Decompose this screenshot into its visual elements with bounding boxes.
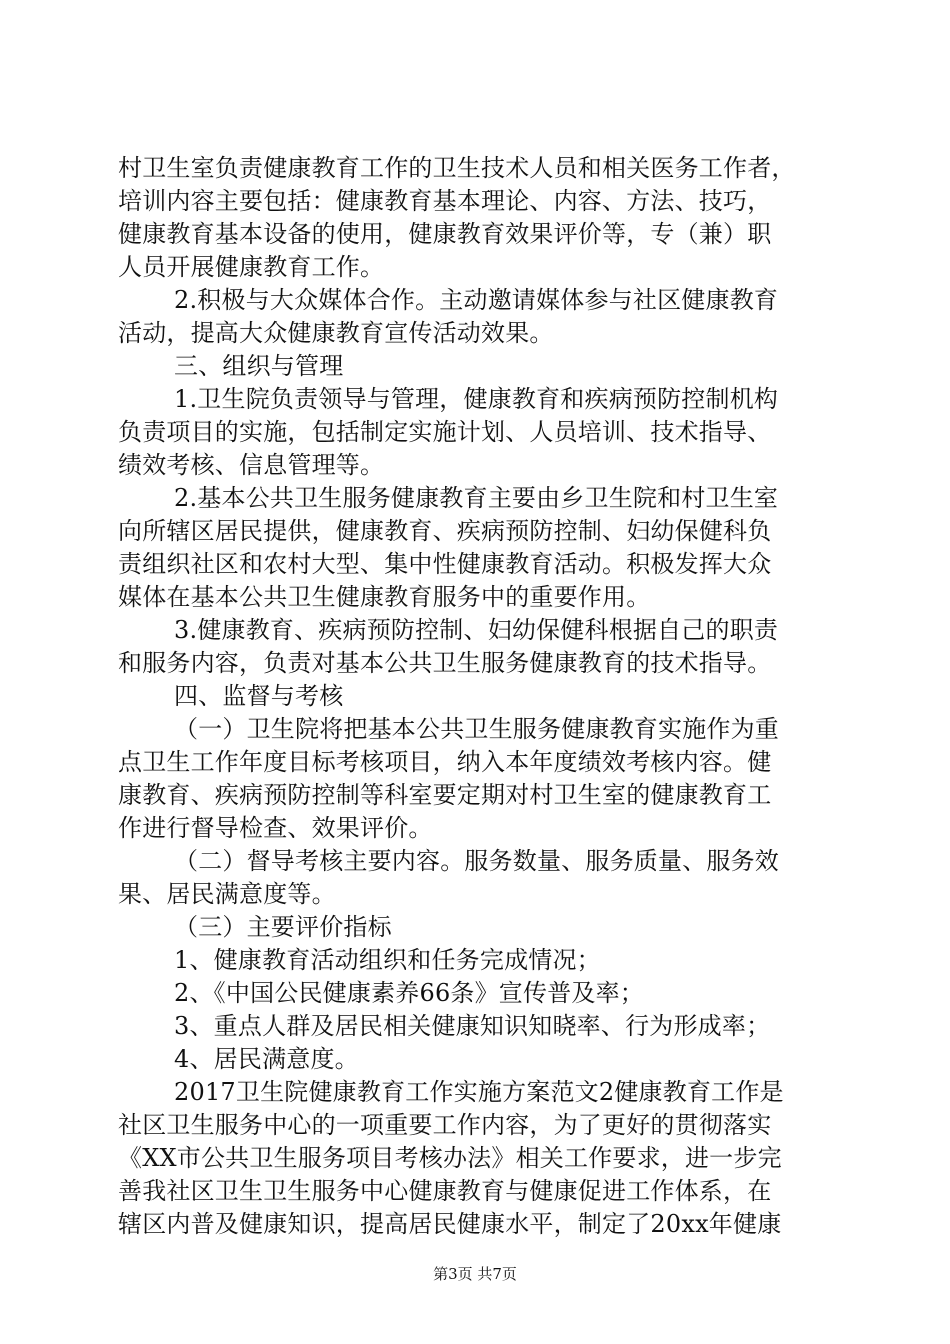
text-line: 2.基本公共卫生服务健康教育主要由乡卫生院和村卫生室 [174, 484, 779, 512]
text-line: 2017卫生院健康教育工作实施方案范文2健康教育工作是 [174, 1078, 784, 1106]
text-line: （二）督导考核主要内容。服务数量、服务质量、服务效 [174, 847, 779, 875]
text-line: （一）卫生院将把基本公共卫生服务健康教育实施作为重 [174, 715, 779, 743]
text-line: 向所辖区居民提供，健康教育、疾病预防控制、妇幼保健科负 [118, 517, 772, 545]
text-line: 1.卫生院负责领导与管理，健康教育和疾病预防控制机构 [174, 385, 779, 413]
text-line: 3、重点人群及居民相关健康知识知晓率、行为形成率； [174, 1012, 771, 1040]
text-line: 和服务内容，负责对基本公共卫生服务健康教育的技术指导。 [118, 649, 772, 677]
text-line: 康教育、疾病预防控制等科室要定期对村卫生室的健康教育工 [118, 781, 772, 809]
document-body [118, 152, 838, 1241]
text-line: 四、监督与考核 [174, 682, 344, 710]
text-line: 社区卫生服务中心的一项重要工作内容，为了更好的贯彻落实 [118, 1111, 772, 1139]
text-line: 三、组织与管理 [174, 352, 344, 380]
text-line: 绩效考核、信息管理等。 [118, 451, 385, 479]
text-line: 培训内容主要包括：健康教育基本理论、内容、方法、技巧， [118, 187, 772, 215]
text-line: 2、《中国公民健康素养66条》宣传普及率； [174, 979, 645, 1007]
text-line: 作进行督导检查、效果评价。 [118, 814, 433, 842]
text-line: 点卫生工作年度目标考核项目，纳入本年度绩效考核内容。健 [118, 748, 772, 776]
text-line: 1、健康教育活动组织和任务完成情况； [174, 946, 601, 974]
text-line: 活动，提高大众健康教育宣传活动效果。 [118, 319, 554, 347]
text-line: 善我社区卫生卫生服务中心健康教育与健康促进工作体系，在 [118, 1177, 772, 1205]
text-line: （三）主要评价指标 [174, 913, 392, 941]
text-line: 3.健康教育、疾病预防控制、妇幼保健科根据自己的职责 [174, 616, 779, 644]
text-line: 媒体在基本公共卫生健康教育服务中的重要作用。 [118, 583, 651, 611]
page-footer: 第3页 共7页 [433, 1265, 517, 1283]
text-line: 责组织社区和农村大型、集中性健康教育活动。积极发挥大众 [118, 550, 772, 578]
text-line: 负责项目的实施，包括制定实施计划、人员培训、技术指导、 [118, 418, 772, 446]
text-line: 健康教育基本设备的使用，健康教育效果评价等，专（兼）职 [118, 220, 772, 248]
text-line: 2.积极与大众媒体合作。主动邀请媒体参与社区健康教育 [174, 286, 779, 314]
text-line: 村卫生室负责健康教育工作的卫生技术人员和相关医务工作者， [118, 154, 796, 182]
text-line: 《XX市公共卫生服务项目考核办法》相关工作要求，进一步完 [118, 1144, 782, 1172]
text-line: 人员开展健康教育工作。 [118, 253, 385, 281]
text-line: 辖区内普及健康知识，提高居民健康水平，制定了20xx年健康 [118, 1210, 782, 1238]
text-line: 果、居民满意度等。 [118, 880, 336, 908]
text-line: 4、居民满意度。 [174, 1045, 359, 1073]
